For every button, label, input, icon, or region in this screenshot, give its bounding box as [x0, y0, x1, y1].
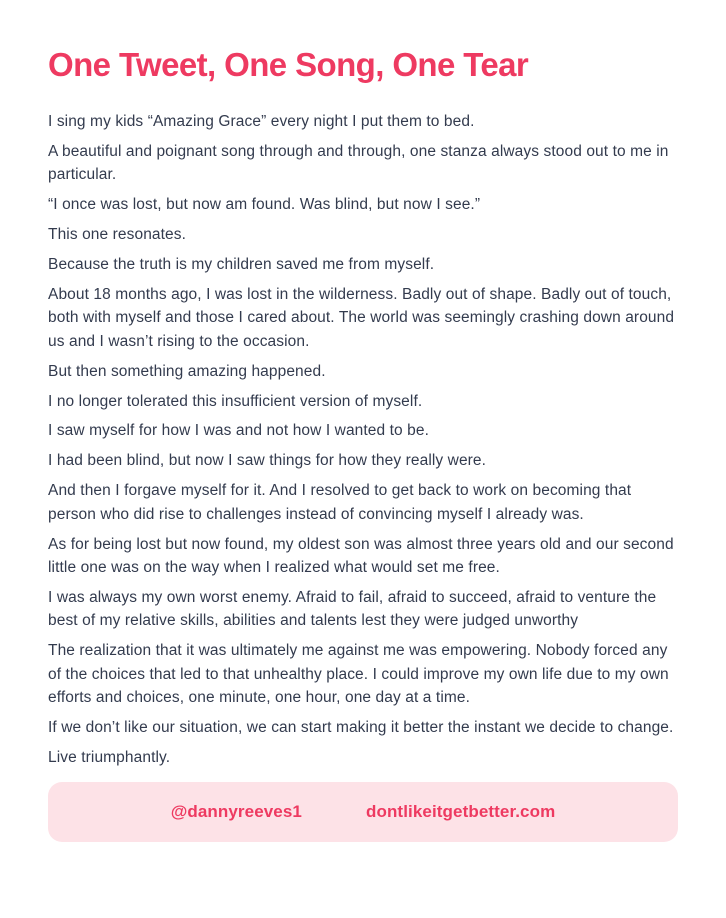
paragraph: I sing my kids “Amazing Grace” every night I put them to bed. — [48, 112, 475, 130]
paragraph: Because the truth is my children saved me from myself. — [48, 255, 435, 273]
paragraph: About 18 months ago, I was lost in the wilderness. Badly out of shape. Badly out of touch, both with myself and those I cared about. The world was seemingly crashing down around us and I wasn’t rising to the occasion. — [48, 285, 675, 350]
footer-banner — [48, 782, 678, 842]
paragraph: I was always my own worst enemy. Afraid to fail, afraid to succeed, afraid to venture the best of my relative skills, abilities and talents lest they were judged unworthy — [48, 588, 657, 630]
paragraph: “I once was lost, but now am found. Was blind, but now I see.” — [48, 196, 481, 214]
paragraph: The realization that it was ultimately me against me was empowering. Nobody forced any of the choices that led to that unhealthy place. I could improve my own life due to my own efforts and choices, one minute, one hour, one day at a time. — [48, 642, 669, 706]
page-title: One Tweet, One Song, One Tear — [48, 46, 529, 83]
paragraph: Live triumphantly. — [48, 748, 171, 766]
paragraph: I no longer tolerated this insufficient version of myself. — [48, 392, 423, 410]
article-body — [48, 110, 678, 769]
twitter-handle-link[interactable]: @dannyreeves1 — [170, 802, 302, 822]
website-link[interactable]: dontlikeitgetbetter.com — [365, 802, 556, 822]
paragraph: I had been blind, but now I saw things for how they really were. — [48, 452, 487, 470]
paragraph: This one resonates. — [48, 226, 187, 244]
paragraph: A beautiful and poignant song through and through, one stanza always stood out to me in particular. — [48, 142, 669, 184]
paragraph: If we don’t like our situation, we can start making it better the instant we decide to change. — [48, 718, 674, 736]
paragraph: But then something amazing happened. — [48, 362, 326, 380]
paragraph: As for being lost but now found, my oldest son was almost three years old and our second little one was on the way when I realized what would set me free. — [48, 535, 674, 576]
paragraph: And then I forgave myself for it. And I resolved to get back to work on becoming that person who did rise to challenges instead of convincing myself I already was. — [48, 482, 632, 523]
paragraph: I saw myself for how I was and not how I wanted to be. — [48, 422, 430, 440]
